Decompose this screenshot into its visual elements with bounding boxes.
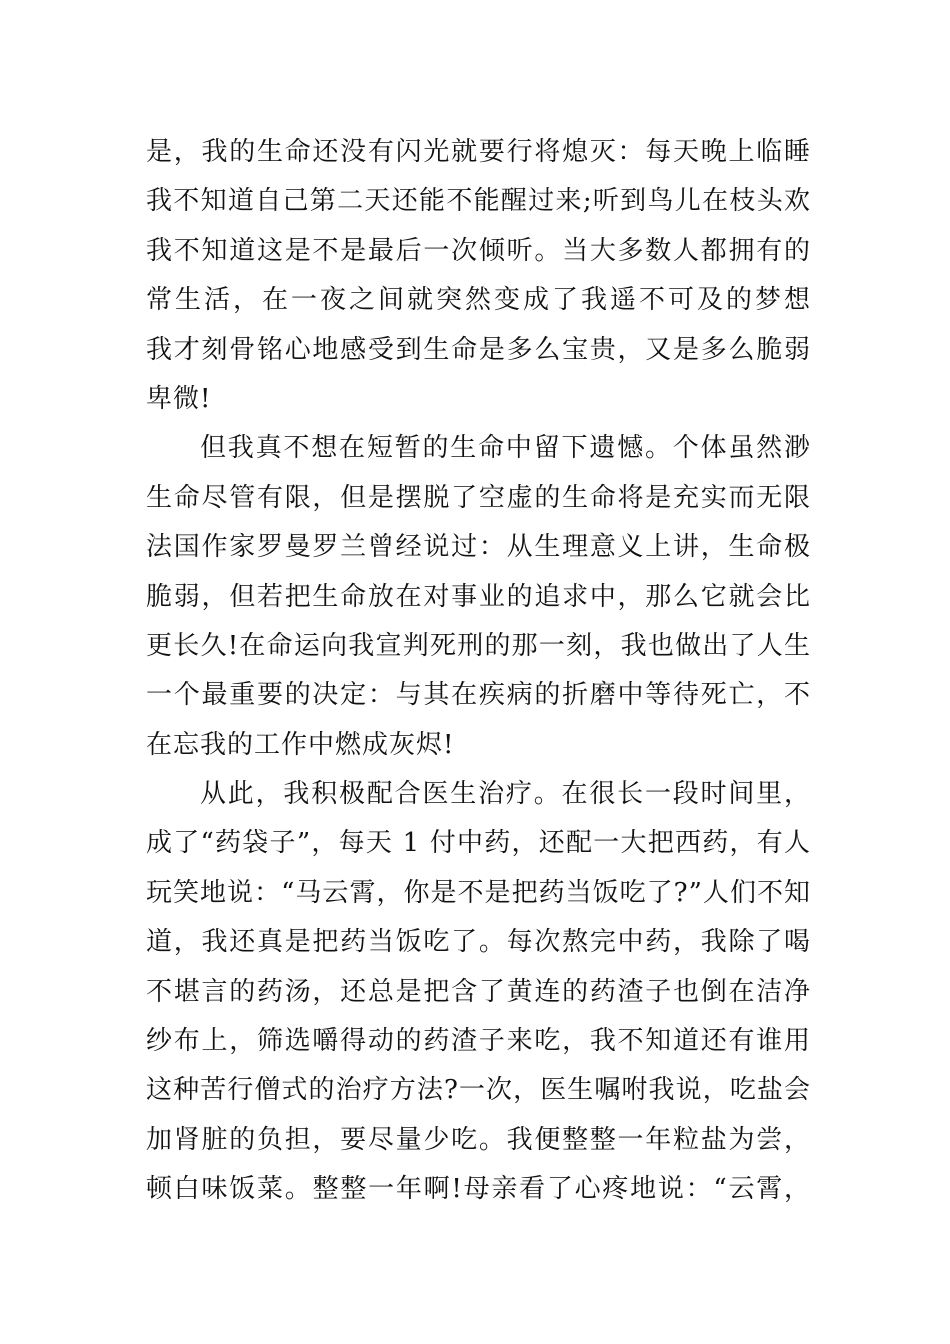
document-body — [146, 128, 811, 1215]
text-line: 法国作家罗曼罗兰曾经说过：从生理意义上讲，生命极 — [146, 532, 811, 563]
text-line: 但我真不想在短暂的生命中留下遗憾。个体虽然渺 — [200, 433, 811, 464]
text-line: 我才刻骨铭心地感受到生命是多么宝贵，又是多么脆弱 — [146, 334, 811, 365]
text-line: 我不知道自己第二天还能不能醒过来;听到鸟儿在枝头欢 — [146, 186, 811, 217]
text-line: 常生活，在一夜之间就突然变成了我遥不可及的梦想 — [146, 285, 811, 316]
text-line: 在忘我的工作中燃成灰烬! — [146, 729, 455, 760]
text-line: 脆弱，但若把生命放在对事业的追求中，那么它就会比 — [146, 581, 811, 612]
text-line: 我不知道这是不是最后一次倾听。当大多数人都拥有的 — [146, 235, 811, 266]
text-line: 卑微! — [146, 383, 212, 414]
text-line: 成了“药袋子”，每天 1 付中药，还配一大把西药，有人 — [146, 828, 811, 859]
text-line: 一个最重要的决定：与其在疾病的折磨中等待死亡，不 — [146, 680, 811, 711]
text-line: 不堪言的药汤，还总是把含了黄连的药渣子也倒在洁净 — [146, 976, 811, 1007]
text-line: 从此，我积极配合医生治疗。在很长一段时间里， — [200, 779, 811, 810]
text-line: 是，我的生命还没有闪光就要行将熄灭：每天晚上临睡 — [146, 137, 811, 167]
text-line: 生命尽管有限，但是摆脱了空虚的生命将是充实而无限 — [146, 482, 811, 513]
text-line: 顿白味饭菜。整整一年啊!母亲看了心疼地说：“云霄， — [146, 1174, 811, 1205]
text-line: 纱布上，筛选嚼得动的药渣子来吃，我不知道还有谁用 — [146, 1026, 811, 1057]
text-line: 加肾脏的负担，要尽量少吃。我便整整一年粒盐为尝， — [146, 1124, 811, 1155]
text-line: 这种苦行僧式的治疗方法?一次，医生嘱咐我说，吃盐会 — [146, 1075, 811, 1106]
text-line: 道，我还真是把药当饭吃了。每次熬完中药，我除了喝 — [146, 927, 811, 958]
text-line: 更长久!在命运向我宣判死刑的那一刻，我也做出了人生 — [146, 630, 811, 661]
text-line: 玩笑地说：“马云霄，你是不是把药当饭吃了?”人们不知 — [146, 877, 811, 908]
